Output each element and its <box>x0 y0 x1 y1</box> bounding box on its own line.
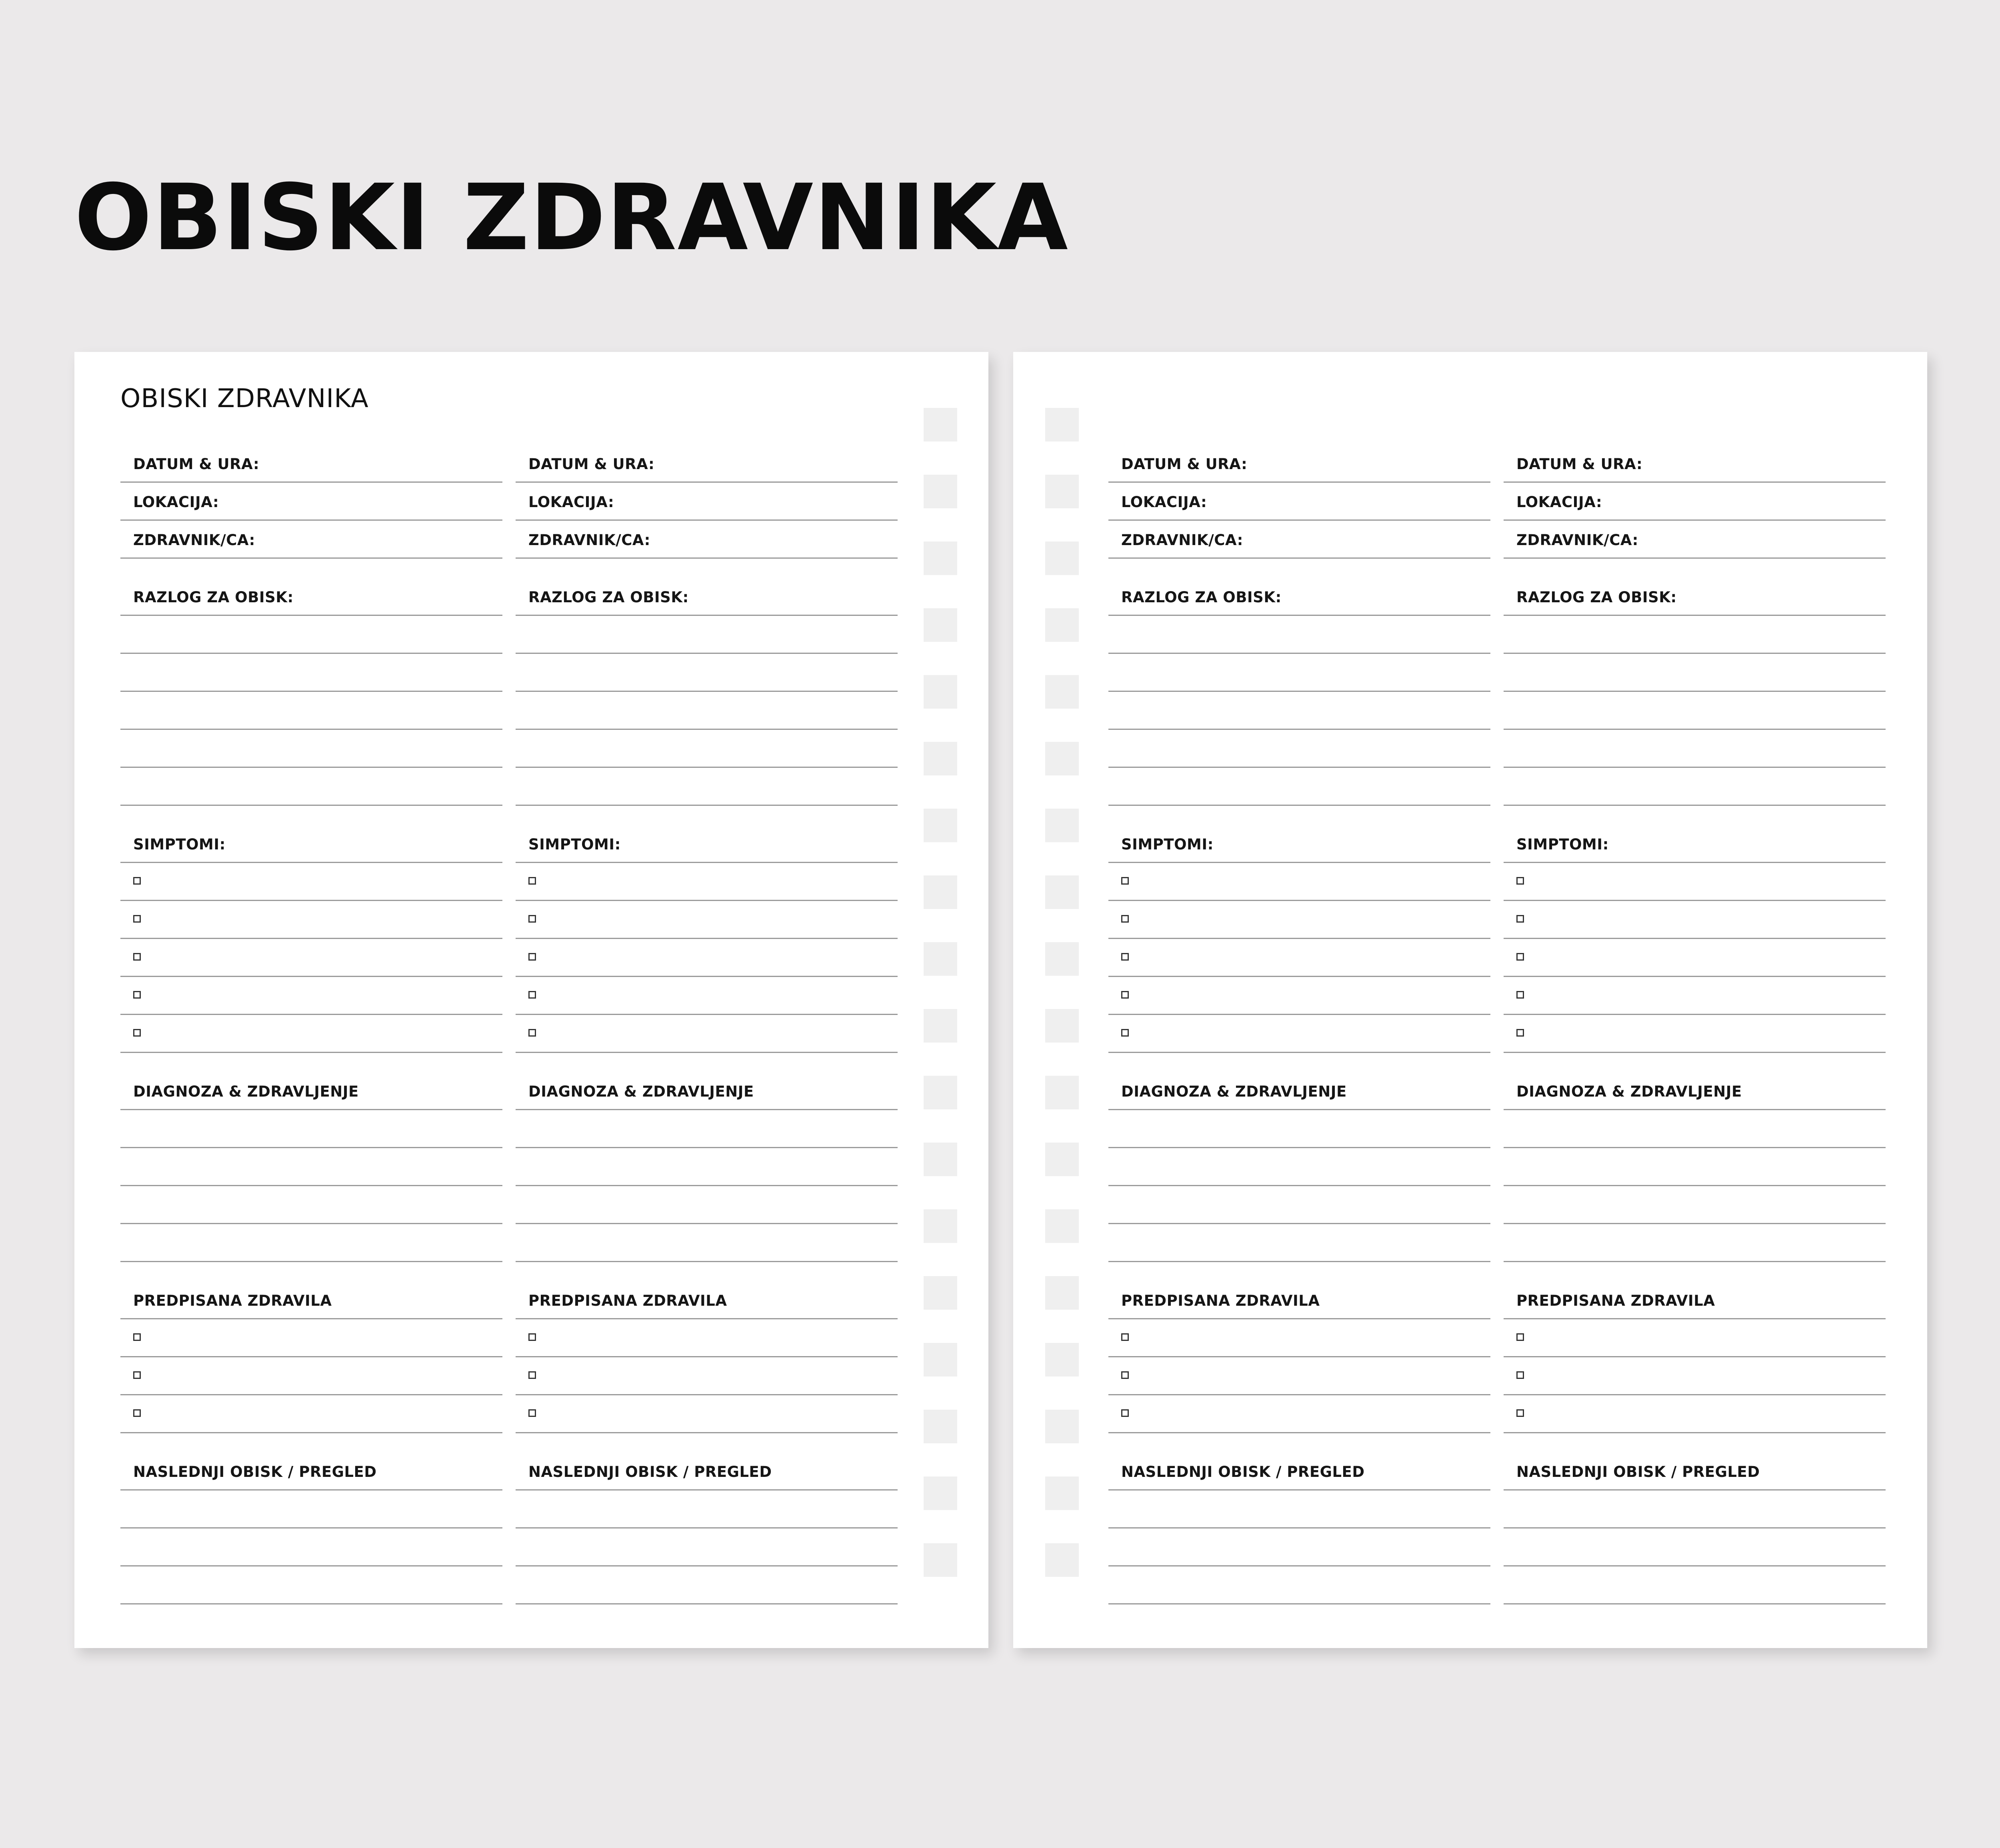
checkbox-icon[interactable] <box>1121 915 1129 923</box>
checkbox-icon[interactable] <box>528 991 536 999</box>
main-title: OBISKI ZDRAVNIKA <box>74 164 1069 271</box>
zdravnik-label: ZDRAVNIK/CA: <box>1121 531 1243 549</box>
write-line[interactable] <box>1108 1224 1490 1262</box>
write-line[interactable] <box>516 1528 898 1566</box>
naslednji-label: NASLEDNJI OBISK / PREGLED <box>133 1463 377 1480</box>
checklist-item[interactable] <box>1108 1357 1490 1395</box>
index-tab[interactable] <box>1045 1343 1079 1377</box>
write-line[interactable] <box>120 1186 502 1224</box>
datum-label: DATUM & URA: <box>1121 456 1248 473</box>
naslednji-label: NASLEDNJI OBISK / PREGLED <box>1121 1463 1365 1480</box>
checkbox-icon[interactable] <box>1516 1371 1524 1379</box>
index-tab[interactable] <box>1045 875 1079 909</box>
index-tab[interactable] <box>924 475 957 508</box>
index-tab[interactable] <box>924 1343 957 1377</box>
index-tab[interactable] <box>1045 408 1079 442</box>
naslednji-heading <box>1108 1452 1490 1490</box>
datum-label: DATUM & URA: <box>133 456 260 473</box>
index-tab[interactable] <box>1045 1543 1079 1577</box>
index-tab[interactable] <box>924 408 957 442</box>
index-tab[interactable] <box>1045 742 1079 775</box>
checklist-item[interactable] <box>1504 1395 1886 1433</box>
index-tab[interactable] <box>924 1410 957 1443</box>
index-tab[interactable] <box>924 875 957 909</box>
zdravila-heading <box>1108 1281 1490 1319</box>
zdravnik-field[interactable] <box>1108 521 1490 559</box>
write-line[interactable] <box>1108 1148 1490 1186</box>
index-tab[interactable] <box>924 1143 957 1176</box>
checkbox-icon[interactable] <box>528 1409 536 1417</box>
write-line[interactable] <box>1504 654 1886 692</box>
naslednji-heading <box>120 1452 502 1490</box>
checkbox-icon[interactable] <box>528 1333 536 1341</box>
write-line[interactable] <box>516 1186 898 1224</box>
zdravnik-label: ZDRAVNIK/CA: <box>528 531 650 549</box>
write-line[interactable] <box>120 768 502 806</box>
zdravnik-label: ZDRAVNIK/CA: <box>1516 531 1638 549</box>
checklist-item[interactable] <box>1108 939 1490 977</box>
index-tab[interactable] <box>924 675 957 709</box>
zdravnik-field[interactable] <box>516 521 898 559</box>
write-line[interactable] <box>1504 692 1886 730</box>
write-line[interactable] <box>516 1148 898 1186</box>
write-line[interactable] <box>1108 1566 1490 1604</box>
zdravila-label: PREDPISANA ZDRAVILA <box>133 1292 332 1309</box>
write-line[interactable] <box>1108 1186 1490 1224</box>
diagnoza-heading <box>1504 1072 1886 1110</box>
datum-field[interactable] <box>1504 445 1886 483</box>
checklist-item[interactable] <box>516 1319 898 1357</box>
checkbox-icon[interactable] <box>1516 953 1524 961</box>
checklist-item[interactable] <box>516 1395 898 1433</box>
checklist-item[interactable] <box>1108 1395 1490 1433</box>
simptomi-heading <box>1108 825 1490 863</box>
index-tab[interactable] <box>1045 809 1079 842</box>
write-line[interactable] <box>120 616 502 654</box>
checkbox-icon[interactable] <box>528 877 536 885</box>
write-line[interactable] <box>516 1490 898 1528</box>
write-line[interactable] <box>516 1224 898 1262</box>
checkbox-icon[interactable] <box>133 877 141 885</box>
write-line[interactable] <box>1504 1110 1886 1148</box>
checkbox-icon[interactable] <box>528 1029 536 1037</box>
write-line[interactable] <box>1108 692 1490 730</box>
checklist-item[interactable] <box>516 901 898 939</box>
checklist-item[interactable] <box>516 977 898 1015</box>
checkbox-icon[interactable] <box>528 1371 536 1379</box>
write-line[interactable] <box>1504 730 1886 768</box>
checklist-item[interactable] <box>120 863 502 901</box>
diagnoza-label: DIAGNOZA & ZDRAVLJENJE <box>528 1083 754 1100</box>
lokacija-field[interactable] <box>120 483 502 521</box>
write-line[interactable] <box>120 1566 502 1604</box>
index-tab[interactable] <box>924 809 957 842</box>
write-line[interactable] <box>120 1528 502 1566</box>
checkbox-icon[interactable] <box>133 1409 141 1417</box>
diagnoza-heading <box>120 1072 502 1110</box>
write-line[interactable] <box>120 730 502 768</box>
index-tab[interactable] <box>1045 1276 1079 1310</box>
index-tab[interactable] <box>1045 1410 1079 1443</box>
lokacija-label: LOKACIJA: <box>133 493 219 511</box>
naslednji-heading <box>516 1452 898 1490</box>
razlog-label: RAZLOG ZA OBISK: <box>528 589 689 606</box>
checkbox-icon[interactable] <box>133 1333 141 1341</box>
lokacija-field[interactable] <box>1108 483 1490 521</box>
checklist-item[interactable] <box>516 939 898 977</box>
checkbox-icon[interactable] <box>1121 877 1129 885</box>
checkbox-icon[interactable] <box>133 953 141 961</box>
checkbox-icon[interactable] <box>133 915 141 923</box>
checkbox-icon[interactable] <box>1516 915 1524 923</box>
razlog-heading <box>1108 578 1490 616</box>
checklist-item[interactable] <box>1108 977 1490 1015</box>
checkbox-icon[interactable] <box>133 1029 141 1037</box>
index-tab[interactable] <box>924 1009 957 1043</box>
checklist-item[interactable] <box>120 1319 502 1357</box>
write-line[interactable] <box>516 768 898 806</box>
checkbox-icon[interactable] <box>1121 1371 1129 1379</box>
zdravnik-field[interactable] <box>1504 521 1886 559</box>
index-tab[interactable] <box>924 1076 957 1109</box>
visit-form-column-2 <box>516 445 898 1604</box>
index-tab[interactable] <box>924 1209 957 1243</box>
index-tab[interactable] <box>1045 541 1079 575</box>
checkbox-icon[interactable] <box>1516 1409 1524 1417</box>
checkbox-icon[interactable] <box>133 1371 141 1379</box>
checkbox-icon[interactable] <box>1516 991 1524 999</box>
index-tabs <box>924 408 957 1610</box>
checklist-item[interactable] <box>120 977 502 1015</box>
zdravila-heading <box>1504 1281 1886 1319</box>
checklist-item[interactable] <box>1504 1319 1886 1357</box>
checkbox-icon[interactable] <box>1121 1029 1129 1037</box>
index-tab[interactable] <box>1045 1476 1079 1510</box>
razlog-heading <box>120 578 502 616</box>
write-line[interactable] <box>120 1224 502 1262</box>
index-tab[interactable] <box>1045 1076 1079 1109</box>
index-tab[interactable] <box>1045 675 1079 709</box>
write-line[interactable] <box>1108 616 1490 654</box>
write-line[interactable] <box>1108 768 1490 806</box>
index-tab[interactable] <box>1045 608 1079 642</box>
diagnoza-label: DIAGNOZA & ZDRAVLJENJE <box>133 1083 359 1100</box>
write-line[interactable] <box>1504 616 1886 654</box>
write-line[interactable] <box>120 1490 502 1528</box>
checklist-item[interactable] <box>1108 901 1490 939</box>
checklist-item[interactable] <box>1504 901 1886 939</box>
checklist-item[interactable] <box>1504 977 1886 1015</box>
index-tab[interactable] <box>924 1276 957 1310</box>
write-line[interactable] <box>120 1148 502 1186</box>
write-line[interactable] <box>516 1566 898 1604</box>
zdravila-label: PREDPISANA ZDRAVILA <box>1121 1292 1320 1309</box>
checkbox-icon[interactable] <box>1516 877 1524 885</box>
datum-field[interactable] <box>120 445 502 483</box>
visit-form-column-4 <box>1504 445 1886 1604</box>
lokacija-label: LOKACIJA: <box>1516 493 1602 511</box>
naslednji-label: NASLEDNJI OBISK / PREGLED <box>528 1463 772 1480</box>
razlog-heading <box>516 578 898 616</box>
checklist-item[interactable] <box>1504 863 1886 901</box>
simptomi-label: SIMPTOMI: <box>528 836 621 853</box>
diagnoza-label: DIAGNOZA & ZDRAVLJENJE <box>1516 1083 1742 1100</box>
write-line[interactable] <box>1504 1186 1886 1224</box>
datum-label: DATUM & URA: <box>1516 456 1643 473</box>
visit-form-column-3 <box>1108 445 1490 1604</box>
checklist-item[interactable] <box>1108 1319 1490 1357</box>
datum-field[interactable] <box>516 445 898 483</box>
checklist-item[interactable] <box>1108 1015 1490 1053</box>
write-line[interactable] <box>1108 654 1490 692</box>
zdravila-label: PREDPISANA ZDRAVILA <box>528 1292 727 1309</box>
write-line[interactable] <box>1504 1224 1886 1262</box>
write-line[interactable] <box>1504 1490 1886 1528</box>
index-tab[interactable] <box>1045 1009 1079 1043</box>
index-tab[interactable] <box>924 541 957 575</box>
write-line[interactable] <box>1504 1148 1886 1186</box>
checkbox-icon[interactable] <box>528 953 536 961</box>
lokacija-field[interactable] <box>1504 483 1886 521</box>
razlog-heading <box>1504 578 1886 616</box>
index-tab[interactable] <box>1045 1209 1079 1243</box>
simptomi-label: SIMPTOMI: <box>1516 836 1609 853</box>
write-line[interactable] <box>1108 1110 1490 1148</box>
index-tab[interactable] <box>1045 1143 1079 1176</box>
checklist-item[interactable] <box>1108 863 1490 901</box>
razlog-label: RAZLOG ZA OBISK: <box>1121 589 1282 606</box>
checkbox-icon[interactable] <box>1121 1333 1129 1341</box>
write-line[interactable] <box>516 654 898 692</box>
diagnoza-label: DIAGNOZA & ZDRAVLJENJE <box>1121 1083 1347 1100</box>
datum-label: DATUM & URA: <box>528 456 655 473</box>
zdravila-label: PREDPISANA ZDRAVILA <box>1516 1292 1715 1309</box>
write-line[interactable] <box>1108 1528 1490 1566</box>
write-line[interactable] <box>1504 1566 1886 1604</box>
checkbox-icon[interactable] <box>1121 1409 1129 1417</box>
write-line[interactable] <box>1108 730 1490 768</box>
index-tab[interactable] <box>924 742 957 775</box>
index-tabs <box>1045 408 1079 1610</box>
naslednji-label: NASLEDNJI OBISK / PREGLED <box>1516 1463 1760 1480</box>
checklist-item[interactable] <box>516 1015 898 1053</box>
checkbox-icon[interactable] <box>133 991 141 999</box>
checkbox-icon[interactable] <box>528 915 536 923</box>
checklist-item[interactable] <box>120 901 502 939</box>
razlog-label: RAZLOG ZA OBISK: <box>133 589 294 606</box>
datum-field[interactable] <box>1108 445 1490 483</box>
simptomi-heading <box>1504 825 1886 863</box>
index-tab[interactable] <box>1045 942 1079 976</box>
checkbox-icon[interactable] <box>1121 991 1129 999</box>
checklist-item[interactable] <box>1504 939 1886 977</box>
zdravila-heading <box>516 1281 898 1319</box>
index-tab[interactable] <box>924 608 957 642</box>
index-tab[interactable] <box>924 1476 957 1510</box>
zdravnik-field[interactable] <box>120 521 502 559</box>
write-line[interactable] <box>516 730 898 768</box>
planner-page-left <box>74 352 988 1648</box>
simptomi-heading <box>120 825 502 863</box>
checkbox-icon[interactable] <box>1516 1029 1524 1037</box>
write-line[interactable] <box>1504 768 1886 806</box>
page-title: OBISKI ZDRAVNIKA <box>120 384 369 414</box>
zdravnik-label: ZDRAVNIK/CA: <box>133 531 255 549</box>
planner-page-right <box>1013 352 1927 1648</box>
naslednji-heading <box>1504 1452 1886 1490</box>
checkbox-icon[interactable] <box>1121 953 1129 961</box>
write-line[interactable] <box>120 654 502 692</box>
checklist-item[interactable] <box>1504 1015 1886 1053</box>
write-line[interactable] <box>1108 1490 1490 1528</box>
checklist-item[interactable] <box>1504 1357 1886 1395</box>
write-line[interactable] <box>1504 1528 1886 1566</box>
checklist-item[interactable] <box>516 1357 898 1395</box>
checklist-item[interactable] <box>516 863 898 901</box>
lokacija-label: LOKACIJA: <box>528 493 614 511</box>
checklist-item[interactable] <box>120 1395 502 1433</box>
checkbox-icon[interactable] <box>1516 1333 1524 1341</box>
index-tab[interactable] <box>924 1543 957 1577</box>
checklist-item[interactable] <box>120 1357 502 1395</box>
simptomi-label: SIMPTOMI: <box>1121 836 1214 853</box>
write-line[interactable] <box>516 1110 898 1148</box>
simptomi-label: SIMPTOMI: <box>133 836 226 853</box>
simptomi-heading <box>516 825 898 863</box>
index-tab[interactable] <box>1045 475 1079 508</box>
diagnoza-heading <box>516 1072 898 1110</box>
write-line[interactable] <box>120 692 502 730</box>
lokacija-label: LOKACIJA: <box>1121 493 1207 511</box>
write-line[interactable] <box>516 616 898 654</box>
lokacija-field[interactable] <box>516 483 898 521</box>
checklist-item[interactable] <box>120 939 502 977</box>
index-tab[interactable] <box>924 942 957 976</box>
checklist-item[interactable] <box>120 1015 502 1053</box>
visit-form-column-1 <box>120 445 502 1604</box>
zdravila-heading <box>120 1281 502 1319</box>
write-line[interactable] <box>120 1110 502 1148</box>
razlog-label: RAZLOG ZA OBISK: <box>1516 589 1677 606</box>
diagnoza-heading <box>1108 1072 1490 1110</box>
write-line[interactable] <box>516 692 898 730</box>
